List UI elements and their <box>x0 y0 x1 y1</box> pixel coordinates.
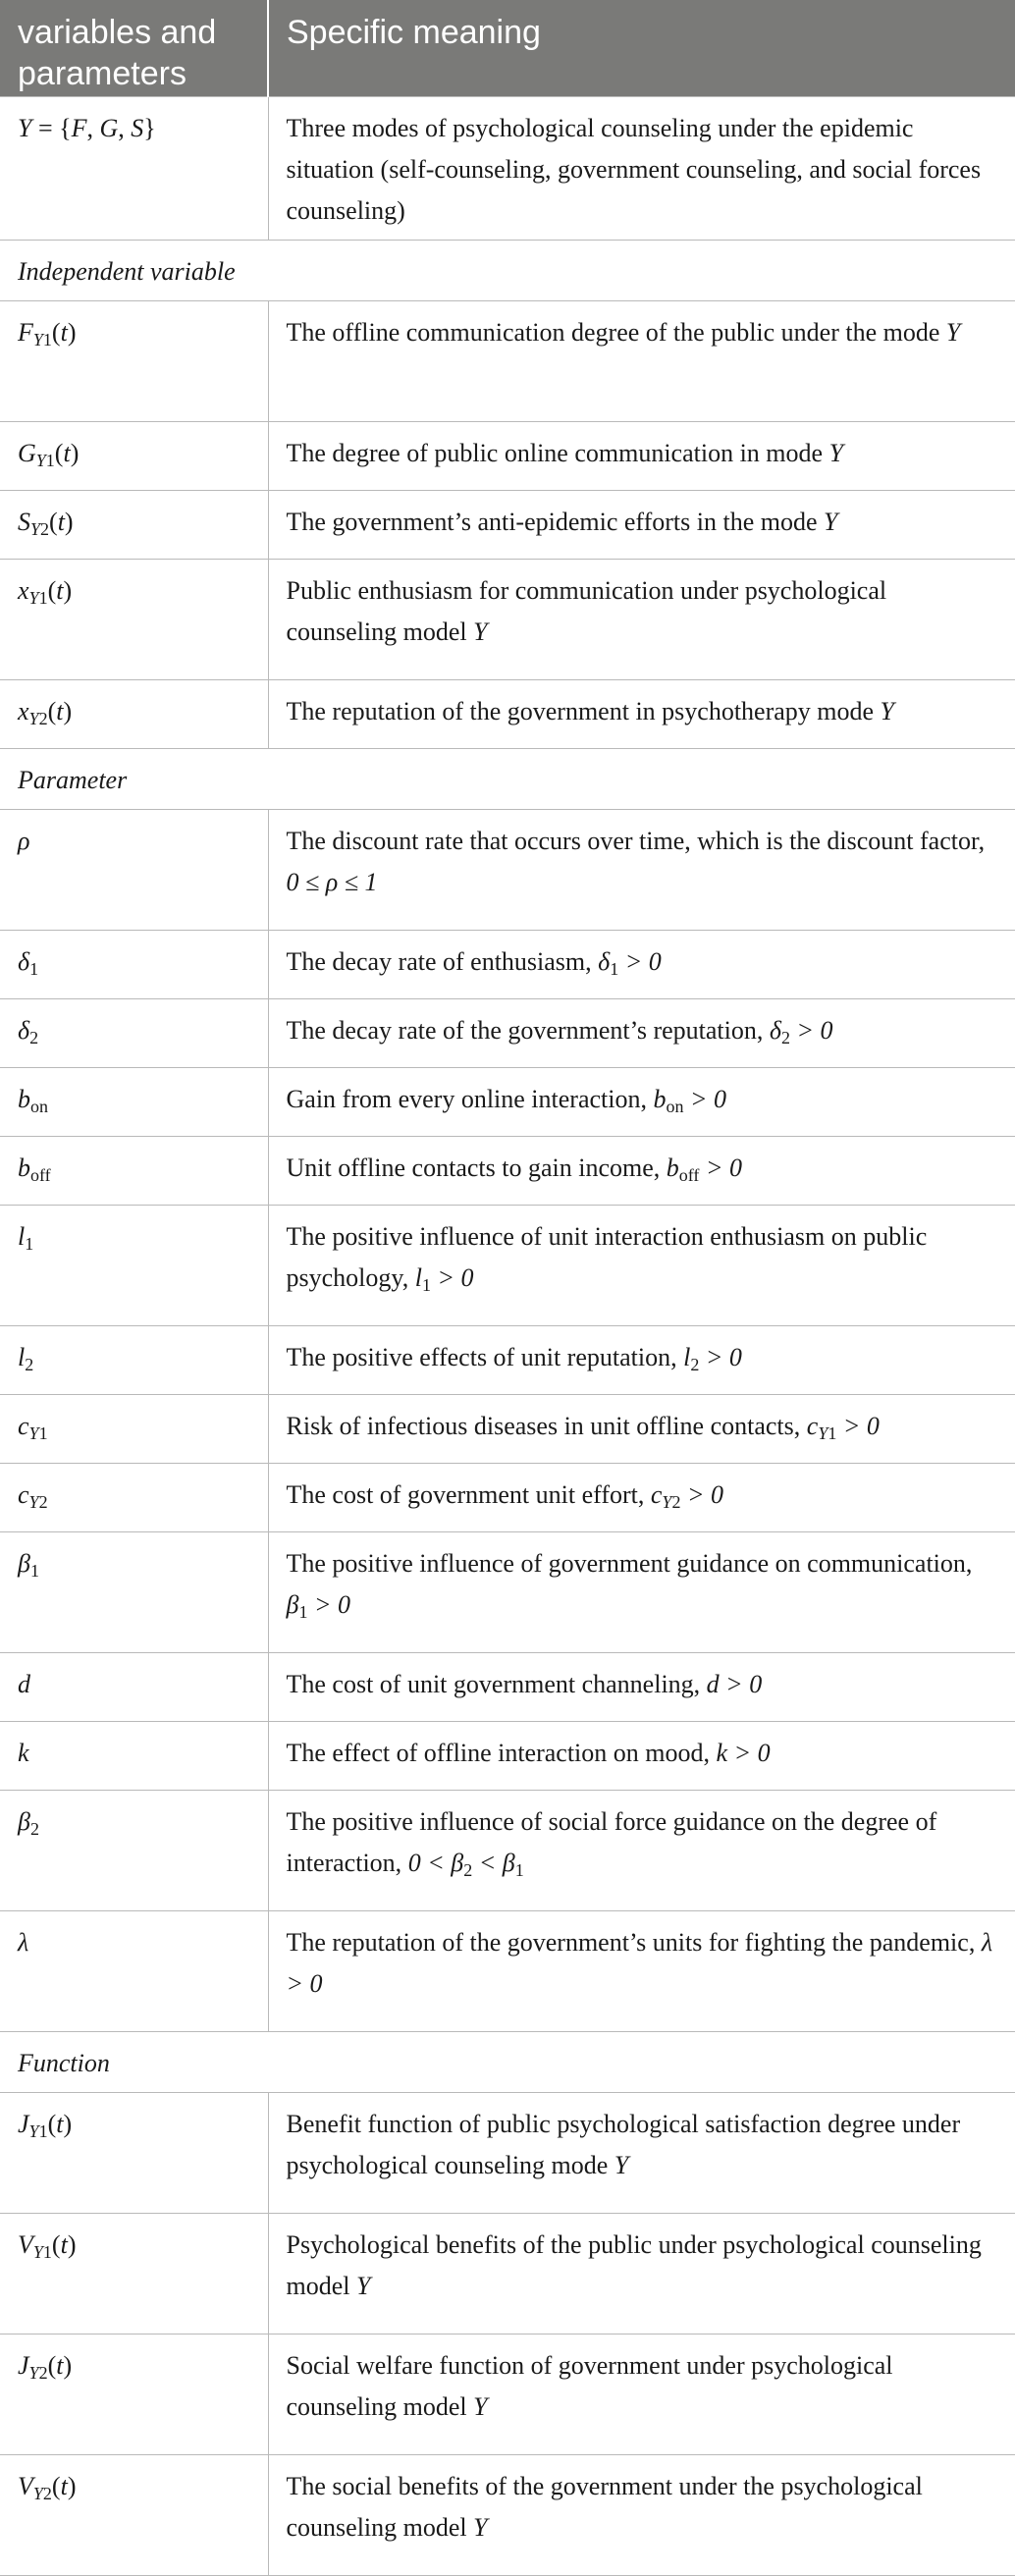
symbol-text: ρ <box>18 826 30 855</box>
condition-text: $c_{Y1} > 0$ <box>806 1411 880 1443</box>
symbol-text: $J_{Y1}(t)$ <box>18 2109 73 2141</box>
meaning-cell: The offline communication degree of the public under the mode Y <box>268 300 1015 421</box>
meaning-text: The decay rate of the government’s reputation, <box>286 1015 764 1045</box>
symbol-text: $\delta_1$ <box>18 946 39 979</box>
meaning-cell: Social welfare function of government under psychological counseling model Y <box>268 2334 1015 2454</box>
condition-text: $b_{on} > 0$ <box>653 1084 727 1116</box>
condition-text: k > 0 <box>716 1738 771 1767</box>
meaning-cell <box>268 1325 1015 1394</box>
symbol-cell <box>0 809 268 930</box>
symbol-text: $V_{Y1}(t)$ <box>18 2229 77 2262</box>
symbol-cell <box>0 930 268 998</box>
table-row <box>0 1325 1015 1394</box>
meaning-cell <box>268 1394 1015 1463</box>
meaning-text: Risk of infectious diseases in unit offline contacts, <box>286 1411 801 1440</box>
meaning-text: The cost of unit government channeling, <box>286 1669 701 1698</box>
symbol-text: $l_1$ <box>18 1221 34 1254</box>
symbol-text: $\beta_2$ <box>18 1806 39 1839</box>
meaning-text: The cost of government unit effort, <box>286 1479 645 1509</box>
symbol-cell <box>0 1790 268 1910</box>
condition-text: $0 < \beta_2 < \beta_1$ <box>407 1848 524 1880</box>
meaning-text: The discount rate that occurs over time, which is the discount factor, <box>286 826 986 855</box>
meaning-cell: Benefit function of public psychological satisfaction degree under psychological counseling mode Y <box>268 2092 1015 2213</box>
symbol-cell <box>0 1325 268 1394</box>
table-row <box>0 1531 1015 1652</box>
condition-text: $c_{Y2} > 0$ <box>650 1479 723 1512</box>
meaning-cell: Psychological benefits of the public under psychological counseling model Y <box>268 2213 1015 2334</box>
symbol-text: $J_{Y2}(t)$ <box>18 2350 73 2383</box>
symbol-text: $x_{Y2}(t)$ <box>18 696 73 728</box>
meaning-cell: The government’s anti-epidemic efforts in the mode Y <box>268 490 1015 559</box>
meaning-cell <box>268 1136 1015 1205</box>
table-row <box>0 930 1015 998</box>
symbol-text: $F_{Y1}(t)$ <box>18 317 77 349</box>
symbol-cell <box>0 2213 268 2334</box>
meaning-text: The reputation of the government’s units for fighting the pandemic, <box>286 1927 976 1957</box>
condition-text: $\delta_1 > 0$ <box>598 946 662 979</box>
header-meaning: Specific meaning <box>268 0 1015 96</box>
table-row <box>0 1067 1015 1136</box>
symbol-cell <box>0 1910 268 2031</box>
table-row <box>0 1463 1015 1531</box>
table-row <box>0 2334 1015 2454</box>
header-variables: variables and parameters <box>0 0 268 96</box>
symbol-text: λ <box>18 1927 29 1957</box>
meaning-text: The positive influence of government guidance on communication, <box>286 1548 973 1578</box>
symbol-cell <box>0 998 268 1067</box>
symbol-cell <box>0 1721 268 1790</box>
symbol-cell <box>0 421 268 490</box>
symbol-cell <box>0 1652 268 1721</box>
meaning-cell: Public enthusiasm for communication under psychological counseling model Y <box>268 559 1015 679</box>
section-row <box>0 240 1015 300</box>
condition-text: 0 ≤ ρ ≤ 1 <box>286 867 378 896</box>
symbol-cell <box>0 559 268 679</box>
meaning-cell <box>268 1067 1015 1136</box>
meaning-cell <box>268 998 1015 1067</box>
symbol-cell <box>0 1136 268 1205</box>
symbol-cell <box>0 1531 268 1652</box>
meaning-text: The positive influence of unit interaction enthusiasm on public psychology, <box>286 1221 928 1292</box>
table-row <box>0 679 1015 748</box>
meaning-cell <box>268 1463 1015 1531</box>
table-row <box>0 421 1015 490</box>
meaning-cell <box>268 1205 1015 1325</box>
table-row <box>0 1790 1015 1910</box>
section-label: Independent variable <box>0 240 1015 300</box>
symbol-cell <box>0 1205 268 1325</box>
symbol-text: $\delta_2$ <box>18 1015 39 1047</box>
symbol-cell <box>0 679 268 748</box>
table-row <box>0 1394 1015 1463</box>
table-row <box>0 809 1015 930</box>
table-row <box>0 1205 1015 1325</box>
symbol-cell <box>0 2334 268 2454</box>
table-row <box>0 1910 1015 2031</box>
meaning-cell: The social benefits of the government under the psychological counseling model Y <box>268 2454 1015 2575</box>
table-row <box>0 2454 1015 2575</box>
condition-text: $\beta_1 > 0$ <box>286 1589 350 1622</box>
meaning-text: The positive effects of unit reputation, <box>286 1342 677 1371</box>
symbol-cell <box>0 1394 268 1463</box>
meaning-text: The decay rate of enthusiasm, <box>286 946 592 976</box>
section-row <box>0 2031 1015 2092</box>
table-row <box>0 1652 1015 1721</box>
meaning-text: Unit offline contacts to gain income, <box>286 1153 661 1182</box>
meaning-cell <box>268 1910 1015 2031</box>
meaning-text: The effect of offline interaction on mood, <box>286 1738 711 1767</box>
symbol-cell <box>0 2454 268 2575</box>
symbol-text: $b_{off}$ <box>18 1153 51 1185</box>
table-row <box>0 490 1015 559</box>
meaning-cell <box>268 930 1015 998</box>
condition-text: $l_1 > 0$ <box>414 1262 474 1295</box>
meaning-text: The positive influence of social force guidance on the degree of interaction, <box>286 1806 937 1877</box>
table-body <box>0 96 1015 2575</box>
symbol-text: $c_{Y2}$ <box>18 1479 48 1512</box>
table-row <box>0 559 1015 679</box>
meaning-cell <box>268 1652 1015 1721</box>
table-row <box>0 1136 1015 1205</box>
symbol-text: Y = {F, G, S} <box>18 113 156 142</box>
table-row <box>0 2092 1015 2213</box>
symbol-text: $\beta_1$ <box>18 1548 39 1581</box>
condition-text: d > 0 <box>706 1669 763 1698</box>
symbol-text: $l_2$ <box>18 1342 34 1374</box>
meaning-cell: The reputation of the government in psychotherapy mode Y <box>268 679 1015 748</box>
symbol-text: $S_{Y2}(t)$ <box>18 507 74 539</box>
meaning-cell <box>268 809 1015 930</box>
condition-text: $l_2 > 0$ <box>683 1342 742 1374</box>
condition-text: $b_{off} > 0$ <box>666 1153 742 1185</box>
symbol-text: d <box>18 1669 30 1698</box>
symbol-cell <box>0 1463 268 1531</box>
symbol-cell <box>0 300 268 421</box>
condition-text: λ > 0 <box>286 1927 993 1998</box>
symbol-text: $b_{on}$ <box>18 1084 48 1116</box>
symbol-cell <box>0 490 268 559</box>
condition-text: $\delta_2 > 0$ <box>769 1015 833 1047</box>
symbol-text: $x_{Y1}(t)$ <box>18 575 73 608</box>
meaning-cell: The degree of public online communication in mode Y <box>268 421 1015 490</box>
section-label: Function <box>0 2031 1015 2092</box>
symbol-text: $G_{Y1}(t)$ <box>18 438 80 470</box>
symbol-cell <box>0 2092 268 2213</box>
symbol-cell <box>0 96 268 240</box>
table-row <box>0 998 1015 1067</box>
table-row <box>0 300 1015 421</box>
table-row <box>0 1721 1015 1790</box>
meaning-cell <box>268 1721 1015 1790</box>
meaning-cell <box>268 1531 1015 1652</box>
symbol-text: $V_{Y2}(t)$ <box>18 2471 77 2503</box>
symbol-cell <box>0 1067 268 1136</box>
meaning-cell <box>268 1790 1015 1910</box>
section-label: Parameter <box>0 748 1015 809</box>
section-row <box>0 748 1015 809</box>
symbol-text: $c_{Y1}$ <box>18 1411 48 1443</box>
symbol-text: k <box>18 1738 29 1767</box>
table-row <box>0 2213 1015 2334</box>
table-header <box>0 0 1015 96</box>
meaning-cell: Three modes of psychological counseling under the epidemic situation (self-counseling, government counseling, and social forces counseling) <box>268 96 1015 240</box>
table-row <box>0 96 1015 240</box>
meaning-text: Gain from every online interaction, <box>286 1084 647 1113</box>
